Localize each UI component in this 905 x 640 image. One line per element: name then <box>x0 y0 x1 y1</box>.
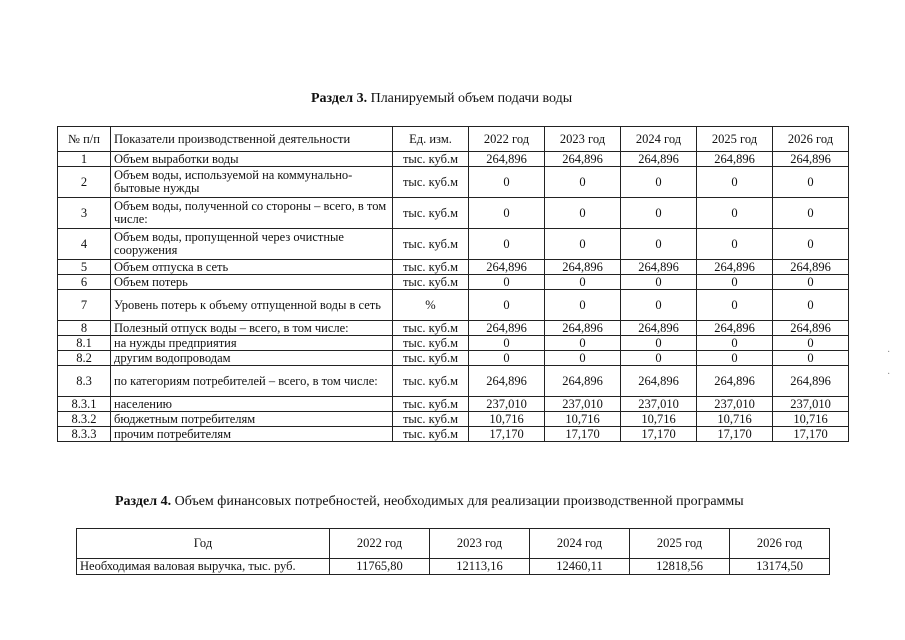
row-number: 1 <box>58 152 111 167</box>
row-value-2022: 264,896 <box>469 321 545 336</box>
row-value-2022: 264,896 <box>469 260 545 275</box>
value-2023: 12113,16 <box>430 559 530 575</box>
row-value-2022: 0 <box>469 229 545 260</box>
row-value-2024: 264,896 <box>621 260 697 275</box>
row-value-2025: 10,716 <box>697 412 773 427</box>
row-value-2025: 0 <box>697 336 773 351</box>
row-value-2024: 264,896 <box>621 152 697 167</box>
section-4-title: Объем финансовых потребностей, необходимых для реализации производственной программы <box>171 494 744 509</box>
row-value-2023: 237,010 <box>545 397 621 412</box>
column-header-2022: 2022 год <box>330 529 430 559</box>
row-value-2022: 0 <box>469 198 545 229</box>
row-unit: тыс. куб.м <box>393 397 469 412</box>
column-header-number: № п/п <box>58 127 111 152</box>
row-value-2025: 237,010 <box>697 397 773 412</box>
row-value-2022: 0 <box>469 290 545 321</box>
row-value-2023: 17,170 <box>545 427 621 442</box>
table-row <box>58 321 849 336</box>
column-header-2025: 2025 год <box>630 529 730 559</box>
row-number: 4 <box>58 229 111 260</box>
row-indicator: Объем потерь <box>111 275 393 290</box>
table-row <box>58 167 849 198</box>
row-value-2026: 0 <box>773 229 849 260</box>
row-unit: тыс. куб.м <box>393 412 469 427</box>
column-header-2024: 2024 год <box>621 127 697 152</box>
row-number: 8.3.3 <box>58 427 111 442</box>
value-2026: 13174,50 <box>730 559 830 575</box>
row-unit: тыс. куб.м <box>393 167 469 198</box>
row-indicator: другим водопроводам <box>111 351 393 366</box>
row-value-2022: 237,010 <box>469 397 545 412</box>
row-label: Необходимая валовая выручка, тыс. руб. <box>77 559 330 575</box>
row-unit: тыс. куб.м <box>393 198 469 229</box>
row-indicator: по категориям потребителей – всего, в том числе: <box>111 366 393 397</box>
row-value-2022: 264,896 <box>469 152 545 167</box>
column-header-unit: Ед. изм. <box>393 127 469 152</box>
row-value-2025: 264,896 <box>697 152 773 167</box>
scan-artifact: · <box>887 369 891 380</box>
row-value-2026: 264,896 <box>773 321 849 336</box>
row-unit: % <box>393 290 469 321</box>
row-value-2024: 0 <box>621 290 697 321</box>
row-unit: тыс. куб.м <box>393 336 469 351</box>
row-indicator: бюджетным потребителям <box>111 412 393 427</box>
table-header-row <box>77 529 830 559</box>
row-number: 8.2 <box>58 351 111 366</box>
row-value-2026: 17,170 <box>773 427 849 442</box>
row-value-2026: 0 <box>773 167 849 198</box>
section-4-label: Раздел 4. <box>115 494 172 509</box>
row-value-2025: 0 <box>697 167 773 198</box>
row-value-2022: 264,896 <box>469 366 545 397</box>
row-number: 6 <box>58 275 111 290</box>
row-indicator: Объем воды, пропущенной через очистные сооружения <box>111 229 393 260</box>
row-unit: тыс. куб.м <box>393 366 469 397</box>
row-value-2022: 17,170 <box>469 427 545 442</box>
row-value-2025: 264,896 <box>697 260 773 275</box>
table-row <box>58 275 849 290</box>
row-indicator: Объем воды, используемой на коммунально-бытовые нужды <box>111 167 393 198</box>
row-value-2023: 0 <box>545 229 621 260</box>
value-2025: 12818,56 <box>630 559 730 575</box>
row-unit: тыс. куб.м <box>393 351 469 366</box>
row-number: 8.3.2 <box>58 412 111 427</box>
row-unit: тыс. куб.м <box>393 321 469 336</box>
row-value-2023: 10,716 <box>545 412 621 427</box>
row-indicator: Объем выработки воды <box>111 152 393 167</box>
row-value-2022: 0 <box>469 167 545 198</box>
row-value-2024: 0 <box>621 167 697 198</box>
financial-needs-table <box>76 528 830 575</box>
row-value-2023: 264,896 <box>545 321 621 336</box>
row-value-2025: 0 <box>697 351 773 366</box>
section-4-heading <box>115 494 744 510</box>
row-value-2023: 264,896 <box>545 366 621 397</box>
column-header-2026: 2026 год <box>730 529 830 559</box>
table-row <box>58 229 849 260</box>
row-number: 7 <box>58 290 111 321</box>
row-value-2026: 264,896 <box>773 152 849 167</box>
row-indicator: населению <box>111 397 393 412</box>
row-number: 3 <box>58 198 111 229</box>
row-value-2022: 10,716 <box>469 412 545 427</box>
value-2024: 12460,11 <box>530 559 630 575</box>
row-value-2024: 264,896 <box>621 321 697 336</box>
row-number: 2 <box>58 167 111 198</box>
row-value-2024: 0 <box>621 229 697 260</box>
row-value-2025: 0 <box>697 229 773 260</box>
table-row <box>58 198 849 229</box>
row-value-2024: 0 <box>621 336 697 351</box>
column-header-indicator: Показатели производственной деятельности <box>111 127 393 152</box>
row-value-2023: 0 <box>545 351 621 366</box>
row-value-2023: 0 <box>545 167 621 198</box>
row-value-2023: 0 <box>545 290 621 321</box>
row-value-2024: 264,896 <box>621 366 697 397</box>
row-value-2025: 264,896 <box>697 366 773 397</box>
row-indicator: на нужды предприятия <box>111 336 393 351</box>
row-value-2022: 0 <box>469 275 545 290</box>
row-number: 5 <box>58 260 111 275</box>
row-value-2026: 0 <box>773 336 849 351</box>
column-header-2023: 2023 год <box>430 529 530 559</box>
row-indicator: Объем воды, полученной со стороны – всего, в том числе: <box>111 198 393 229</box>
row-indicator: Полезный отпуск воды – всего, в том числе: <box>111 321 393 336</box>
row-value-2023: 0 <box>545 336 621 351</box>
row-value-2026: 264,896 <box>773 366 849 397</box>
row-unit: тыс. куб.м <box>393 427 469 442</box>
row-value-2023: 0 <box>545 198 621 229</box>
row-value-2025: 0 <box>697 198 773 229</box>
column-header-2024: 2024 год <box>530 529 630 559</box>
row-value-2023: 264,896 <box>545 152 621 167</box>
row-value-2026: 0 <box>773 290 849 321</box>
column-header-2023: 2023 год <box>545 127 621 152</box>
row-value-2025: 264,896 <box>697 321 773 336</box>
table-row <box>58 351 849 366</box>
column-header-2026: 2026 год <box>773 127 849 152</box>
row-value-2024: 0 <box>621 351 697 366</box>
table-row <box>58 260 849 275</box>
row-value-2024: 0 <box>621 275 697 290</box>
section-3-label: Раздел 3. <box>311 91 368 106</box>
row-value-2026: 0 <box>773 275 849 290</box>
row-value-2026: 10,716 <box>773 412 849 427</box>
row-value-2026: 264,896 <box>773 260 849 275</box>
table-row <box>58 336 849 351</box>
section-3-heading <box>311 91 572 107</box>
scan-artifact: · <box>887 347 891 358</box>
table-row <box>58 366 849 397</box>
column-header-year: Год <box>77 529 330 559</box>
table-row <box>58 152 849 167</box>
row-value-2023: 264,896 <box>545 260 621 275</box>
row-value-2022: 0 <box>469 336 545 351</box>
row-value-2024: 0 <box>621 198 697 229</box>
row-indicator: Уровень потерь к объему отпущенной воды в сеть <box>111 290 393 321</box>
row-number: 8.3.1 <box>58 397 111 412</box>
row-value-2024: 10,716 <box>621 412 697 427</box>
row-unit: тыс. куб.м <box>393 229 469 260</box>
row-value-2026: 0 <box>773 351 849 366</box>
table-row <box>58 412 849 427</box>
row-value-2022: 0 <box>469 351 545 366</box>
column-header-2025: 2025 год <box>697 127 773 152</box>
row-number: 8.3 <box>58 366 111 397</box>
table-header-row <box>58 127 849 152</box>
table-row <box>58 290 849 321</box>
row-unit: тыс. куб.м <box>393 260 469 275</box>
row-number: 8.1 <box>58 336 111 351</box>
table-row <box>58 397 849 412</box>
row-value-2023: 0 <box>545 275 621 290</box>
table-row <box>58 427 849 442</box>
row-value-2025: 0 <box>697 290 773 321</box>
section-3-title: Планируемый объем подачи воды <box>367 91 573 106</box>
row-unit: тыс. куб.м <box>393 152 469 167</box>
column-header-2022: 2022 год <box>469 127 545 152</box>
value-2022: 11765,80 <box>330 559 430 575</box>
row-number: 8 <box>58 321 111 336</box>
row-value-2026: 237,010 <box>773 397 849 412</box>
row-value-2024: 17,170 <box>621 427 697 442</box>
table-row <box>77 559 830 575</box>
row-value-2026: 0 <box>773 198 849 229</box>
row-value-2025: 0 <box>697 275 773 290</box>
row-unit: тыс. куб.м <box>393 275 469 290</box>
row-indicator: Объем отпуска в сеть <box>111 260 393 275</box>
row-indicator: прочим потребителям <box>111 427 393 442</box>
row-value-2025: 17,170 <box>697 427 773 442</box>
water-supply-table <box>57 126 849 442</box>
row-value-2024: 237,010 <box>621 397 697 412</box>
